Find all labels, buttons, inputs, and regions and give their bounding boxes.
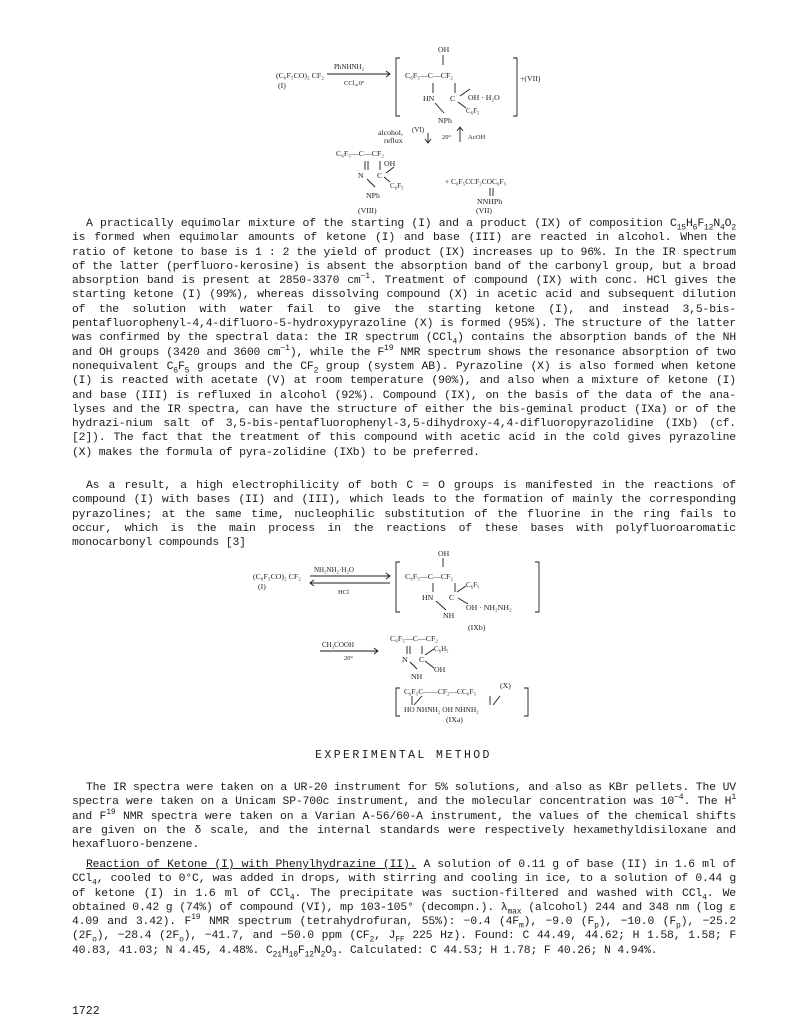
scheme2-pz-top: C₆F₅—C—CF₂ xyxy=(390,634,439,643)
p3-text: The IR spectra were taken on a UR-20 instrument for 5% solutions, and also as KBr pellets. The UV spectra were taken on a Unicam SP-700c instrument, and the molecular concentration was 10 xyxy=(72,782,736,809)
p4-text: N xyxy=(313,944,321,957)
p1-sup: 19 xyxy=(384,343,394,353)
p4-text: F xyxy=(297,944,305,957)
scheme2-ring-nh: NH xyxy=(443,611,455,620)
reaction-scheme-hydrazine xyxy=(250,548,550,740)
p1-sub: 6 xyxy=(692,223,698,233)
scheme2-oh-top: OH xyxy=(438,549,450,558)
p3-text: and F xyxy=(72,810,107,823)
scheme1-pz-top: C₆F₅—C—CF₂ xyxy=(336,149,385,158)
p1-text: F xyxy=(697,218,704,230)
scheme2-ring-oh-salt: OH · NH₂NH₂ xyxy=(466,603,512,612)
p4-sub: p xyxy=(676,921,681,931)
scheme1-ring-nph: NPh xyxy=(438,116,452,125)
scheme2-bis-top: C₆F₅C——CF₂—CC₆F₅ xyxy=(404,687,477,696)
scheme2-pz-oh: OH xyxy=(434,665,446,674)
scheme1-alcohol-vi: (VI) xyxy=(412,126,425,134)
page-number: 1722 xyxy=(72,1005,100,1018)
p4-text: ), −9.0 (F xyxy=(523,916,595,929)
p1-text: ) contains the absorption bands of the NH and OH groups (3420 and 3600 cm xyxy=(72,332,737,359)
scheme2-ring-c6f5: C₆F₅ xyxy=(466,581,480,589)
scheme1-nnhph: NNHPh xyxy=(477,197,503,206)
p1-sub: 6 xyxy=(173,366,178,376)
p1-text: group (system AB). Pyrazoline (X) is also formed when ketone (I) is reacted with acetate (V) at room temperature (90%), and also when a mixture of ketone (I) and base (III) is refluxed in alcohol (92%). Compound (IX), on the basis of the data of the ana-lyses and the IR spectra, can have the structure of either the bis-geminal product (IXa) or of the hydrazi-nium salt of 3,5-bis-pentafluorophenyl-3,5-dihydroxy-4,4-difluoropyrazolidine (IXb) (cf. [2]). The fact that the treatment of this compound with acetic acid in the cold gives pyrazoline (X) makes the formula of pyra-zolidine (IXb) to be preferred. xyxy=(72,360,736,459)
p4-text: , cooled to 0°C, was added in drops, with stirring and cooling in ice, to a solution of 0.44 g of ketone (I) in 1.6 ml of CCl xyxy=(72,873,736,900)
scheme1-plus-vii: +(VII) xyxy=(520,74,541,83)
scheme2-pz-c6h5: C₆H₅ xyxy=(434,645,449,653)
scheme1-reactant-label: (I) xyxy=(278,81,286,90)
scheme1-reagent-top: PhNHNH₂ xyxy=(334,63,365,71)
scheme1-plus-hydrazone: + C₆F₅CCF₂COC₆F₅ xyxy=(445,177,507,186)
p1-sub: 2 xyxy=(313,366,319,376)
scheme2-reactant: (C₆F₅CO)₂ CF₂ xyxy=(253,572,301,581)
scheme1-ring-hn: HN xyxy=(423,94,435,103)
scheme2-pz-nh: NH xyxy=(411,672,423,681)
p1-sub: 5 xyxy=(184,366,190,376)
scheme1-ring-c6f5: C₆F₅ xyxy=(466,107,480,115)
p1-text: NMR spectrum shows the resonance absorption of two nonequivalent C xyxy=(72,346,736,373)
p4-text: A solution of 0.11 g of base (II) in 1.6 ml of CCl xyxy=(72,859,737,886)
p4-text: . Calculated: C 44.53; H 1.78; F 40.26; N 4.94%. xyxy=(336,944,658,957)
reaction-scheme-phenylhydrazine xyxy=(270,38,590,216)
scheme2-label-x: (X) xyxy=(500,681,511,690)
paragraph-conclusion xyxy=(72,479,736,550)
scheme1-temp20: 20° xyxy=(442,134,451,141)
p1-sup: −1 xyxy=(360,272,370,282)
scheme1-label-vii: (VII) xyxy=(476,206,493,215)
p4-text: ), −41.7, and −50.0 ppm (CF xyxy=(183,930,370,943)
p1-sub: 4 xyxy=(452,337,458,347)
scheme2-ring-top: C₆F₅—C—CF₂ xyxy=(405,572,454,581)
paragraph-reaction-procedure xyxy=(72,858,736,958)
p3-text: . The H xyxy=(683,796,732,809)
p4-sub: 4 xyxy=(289,892,295,902)
scheme2-reactant-label: (I) xyxy=(258,582,266,591)
p4-sub: m xyxy=(518,921,524,931)
p3-sup: −4 xyxy=(674,793,684,803)
p4-sub: o xyxy=(92,935,97,945)
procedure-title: Reaction of Ketone (I) with Phenylhydrazine (II). xyxy=(86,859,417,871)
p4-text: (alcohol) 244 and 348 nm (log ε 4.09 and 3.42). F xyxy=(72,901,736,929)
p1-text: F xyxy=(177,360,185,373)
scheme1-ring-top: C₆F₅—C—CF₂ xyxy=(405,71,454,80)
p4-text: , J xyxy=(374,930,396,943)
p1-text: A practically equimolar mixture of the starting (I) and a product (IX) of composition C xyxy=(86,218,677,230)
scheme2-pz-c: C xyxy=(419,655,425,664)
p1-text: ), while the F xyxy=(289,346,385,359)
scheme1-pz-nph: NPh xyxy=(366,191,380,200)
scheme2-pz-reagent: CH₃COOH xyxy=(322,641,354,649)
scheme1-reagent-bottom: CCl₄,0° xyxy=(344,80,365,87)
scheme2-pz-temp: 20° xyxy=(344,655,353,662)
p4-text: NMR spectrum (tetrahydrofuran, 55%): −0.4 (4F xyxy=(200,916,519,929)
p4-text: ), −28.4 (2F xyxy=(96,930,180,943)
p4-sub: 4 xyxy=(702,892,707,902)
p3-sup: 19 xyxy=(106,807,116,817)
p4-text: . The precipitate was suction-filtered and washed with CCl xyxy=(294,887,703,900)
p4-sub: 2 xyxy=(320,950,326,960)
p1-text: . Treatment of compound (IX) with conc. HCl gives the starting ketone (I) (99%), whereas dissolving compound (X) in acetic acid and subsequent dilution of the solution with water fail to give the starting ketone (I), and instead 3,5-bis-pentafluorophenyl-4,4-difluoro-5-hydroxypyrazoline (X) is formed (95%). The structure of the latter was confirmed by the spectral data: the IR spectrum (CCl xyxy=(72,275,736,345)
p4-text: H xyxy=(281,944,289,957)
p1-sub: 12 xyxy=(704,223,714,233)
p3-text: NMR spectra were taken on a Varian A-56/60-A instrument, the values of the chemical shifts are given on the δ scale, and the internal standards were respectively hexamethyldisiloxane and hexafluoro-benzene. xyxy=(72,810,736,852)
p4-sub: 4 xyxy=(92,878,97,888)
p4-sub: p xyxy=(594,921,599,931)
scheme2-label-ixa: (IXa) xyxy=(446,715,463,724)
scheme1-alcohol-label: alcohol, xyxy=(378,128,403,137)
scheme1-pz-c6f5: C₆F₅ xyxy=(390,182,404,190)
scheme2-pz-n: N xyxy=(402,655,408,664)
scheme2-label-ixb: (IXb) xyxy=(468,623,486,632)
scheme1-reactant: (C₆F₅CO)₂ CF₂ xyxy=(276,71,324,80)
scheme2-reagent-bottom: HCl xyxy=(338,589,349,596)
p4-text: 225 Hz). Found: C 44.49, 44.62; H 1.58, 1.58; F 40.83, 41.03; N 4.45, 4.48%. C xyxy=(72,930,737,957)
p1-text: groups and the CF xyxy=(189,360,314,373)
p1-text: is formed when equimolar amounts of ketone (I) and base (III) are reacted in alcohol. When the ratio of ketone to base is 1 : 2 the yield of product (IX) increases up to 96%. In the IR spectrum of the latter (perfluoro-kerosine) is absent the absorption band of the carbonyl group, but a broad absorption band is present at 2850-3370 cm xyxy=(72,232,736,288)
p4-text: ), −25.2 (2F xyxy=(72,916,737,943)
p1-text: O xyxy=(724,218,732,230)
scheme1-ring-c: C xyxy=(450,94,456,103)
p4-sub: FF xyxy=(395,935,405,945)
scheme1-acoh: AcOH xyxy=(468,134,486,141)
p1-sub: 2 xyxy=(731,223,736,233)
scheme1-pz-c: C xyxy=(377,171,383,180)
p1-text: H xyxy=(685,218,693,230)
scheme1-ring-oh-h2o: OH · H₂O xyxy=(468,93,500,102)
scheme2-bis-bottom: HO NHNH₂ OH NHNH₂ xyxy=(404,705,479,714)
p4-sub: 21 xyxy=(272,950,282,960)
p1-text: N xyxy=(713,218,720,230)
paragraph-results xyxy=(72,217,736,460)
scheme1-pz-n: N xyxy=(358,171,364,180)
p2-text: As a result, a high electrophilicity of both C = O groups is manifested in the reactions of compound (I) with bases (II) and (III), which leads to the formation of mainly the corresponding pyrazolines; at the same time, nucleophilic substitution of the fluorine in the ring fails to occur, which is the main process in the reactions of these bases with polyfluoroaromatic monocarbonyl compounds [3] xyxy=(72,480,736,550)
p4-sub: max xyxy=(507,907,522,917)
p4-sub: 12 xyxy=(304,950,314,960)
scheme1-label-viii: (VIII) xyxy=(358,206,377,215)
p4-sup: 19 xyxy=(191,913,201,923)
scheme2-ring-hn: HN xyxy=(422,593,434,602)
scheme1-reflux: reflux xyxy=(384,136,403,145)
scheme2-reagent-top: NH₂NH₂·H₂O xyxy=(314,566,354,574)
p4-text: ), −10.0 (F xyxy=(598,916,677,929)
p4-sub: 3 xyxy=(331,950,337,960)
p4-text: . We obtained 0.42 g (74%) of compound (VI), mp 103-105° (decompn.). λ xyxy=(72,887,736,914)
paragraph-instruments xyxy=(72,781,736,852)
p1-sup: −1 xyxy=(280,343,290,353)
p1-sub: 4 xyxy=(720,223,725,233)
p4-text: O xyxy=(325,944,332,957)
scheme1-oh-top: OH xyxy=(438,45,450,54)
scheme1-pz-oh: OH xyxy=(384,159,396,168)
p1-sub: 15 xyxy=(676,223,686,233)
p4-sub: 10 xyxy=(288,950,298,960)
p4-sub: 2 xyxy=(369,935,375,945)
p3-sup: 1 xyxy=(731,793,736,803)
p4-sub: o xyxy=(179,935,184,945)
section-heading: EXPERIMENTAL METHOD xyxy=(315,749,492,762)
scheme2-ring-c: C xyxy=(449,593,455,602)
